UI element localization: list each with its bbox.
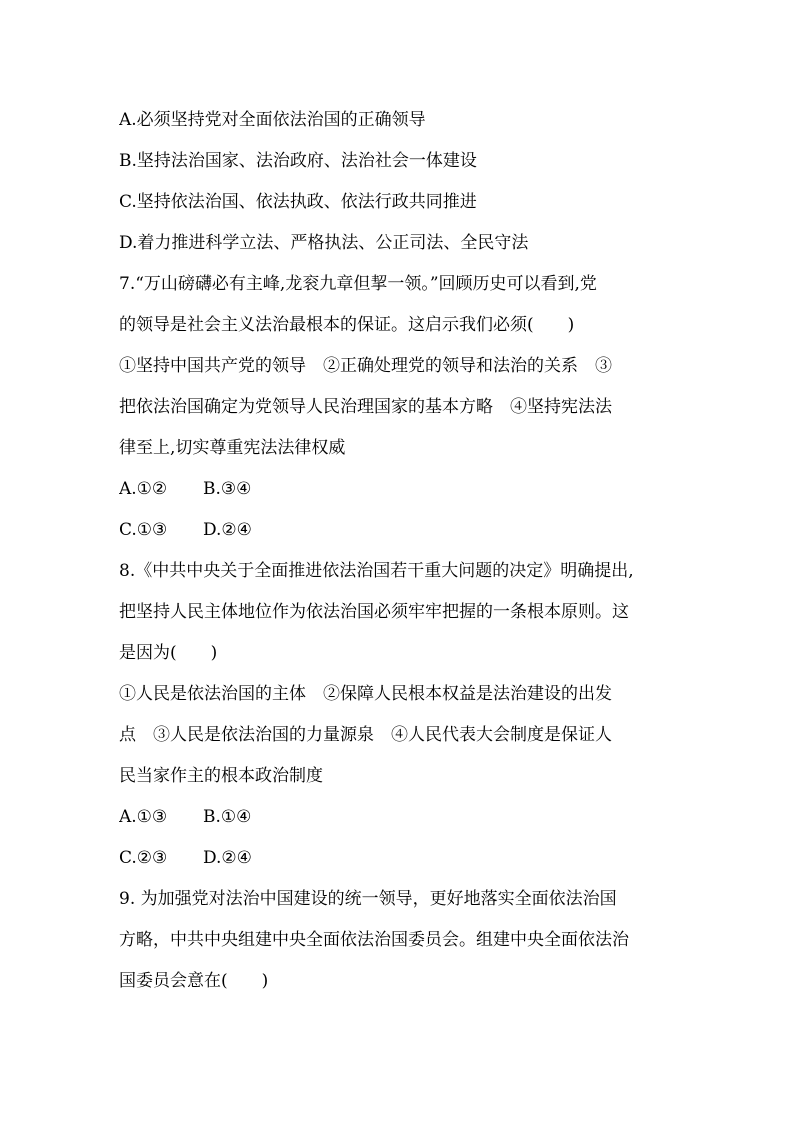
q8-stem-line-3: 是因为( ) — [119, 643, 218, 663]
q8-options-row-1 — [119, 797, 689, 838]
q7-options-row-2 — [119, 510, 689, 551]
q7-statements-line-1: ①坚持中国共产党的领导 ②正确处理党的领导和法治的关系 ③ — [119, 356, 612, 376]
q6-option-b: B.坚持法治国家、法治政府、法治社会一体建设 — [119, 151, 477, 171]
q8-statements-line-3: 民当家作主的根本政治制度 — [119, 766, 323, 786]
q8-statements-line-2: 点 ③人民是依法治国的力量源泉 ④人民代表大会制度是保证人 — [119, 725, 612, 745]
q8-option-c: C.②③ — [119, 848, 168, 868]
q6-option-c: C.坚持依法治国、依法执政、依法行政共同推进 — [119, 192, 477, 212]
q7-option-a: A.①② — [119, 479, 168, 499]
q7-stem-line-2: 的领导是社会主义法治最根本的保证。这启示我们必须( ) — [119, 315, 575, 335]
q7-options-row-1 — [119, 469, 689, 510]
q7-option-d: D.②④ — [203, 520, 252, 540]
q8-stem-line-2: 把坚持人民主体地位作为依法治国必须牢牢把握的一条根本原则。这 — [119, 602, 629, 622]
q7-stem-line-1: 7.“万山磅礴必有主峰,龙衮九章但挈一领。”回顾历史可以看到,党 — [119, 274, 597, 294]
q8-stem-line-1: 8.《中共中央关于全面推进依法治国若干重大问题的决定》明确提出, — [119, 561, 634, 581]
q7-option-c: C.①③ — [119, 520, 168, 540]
q9-stem-line-2: 方略，中共中央组建中央全面依法治国委员会。组建中央全面依法治 — [119, 930, 629, 950]
q8-option-a: A.①③ — [119, 807, 168, 827]
q8-statements-line-1: ①人民是依法治国的主体 ②保障人民根本权益是法治建设的出发 — [119, 684, 612, 704]
q7-statements-line-2: 把依法治国确定为党领导人民治理国家的基本方略 ④坚持宪法法 — [119, 397, 612, 417]
q7-statements-line-3: 律至上,切实尊重宪法法律权威 — [119, 438, 346, 458]
q8-options-row-2 — [119, 838, 689, 879]
q7-option-b: B.③④ — [203, 479, 252, 499]
document-page — [119, 100, 689, 1002]
q6-option-d: D.着力推进科学立法、严格执法、公正司法、全民守法 — [119, 233, 529, 253]
q8-option-d: D.②④ — [203, 848, 252, 868]
q9-stem-line-3: 国委员会意在( ) — [119, 971, 269, 991]
q8-option-b: B.①④ — [203, 807, 252, 827]
q6-option-a: A.必须坚持党对全面依法治国的正确领导 — [119, 110, 426, 130]
q9-stem-line-1: 9. 为加强党对法治中国建设的统一领导，更好地落实全面依法治国 — [119, 889, 617, 909]
